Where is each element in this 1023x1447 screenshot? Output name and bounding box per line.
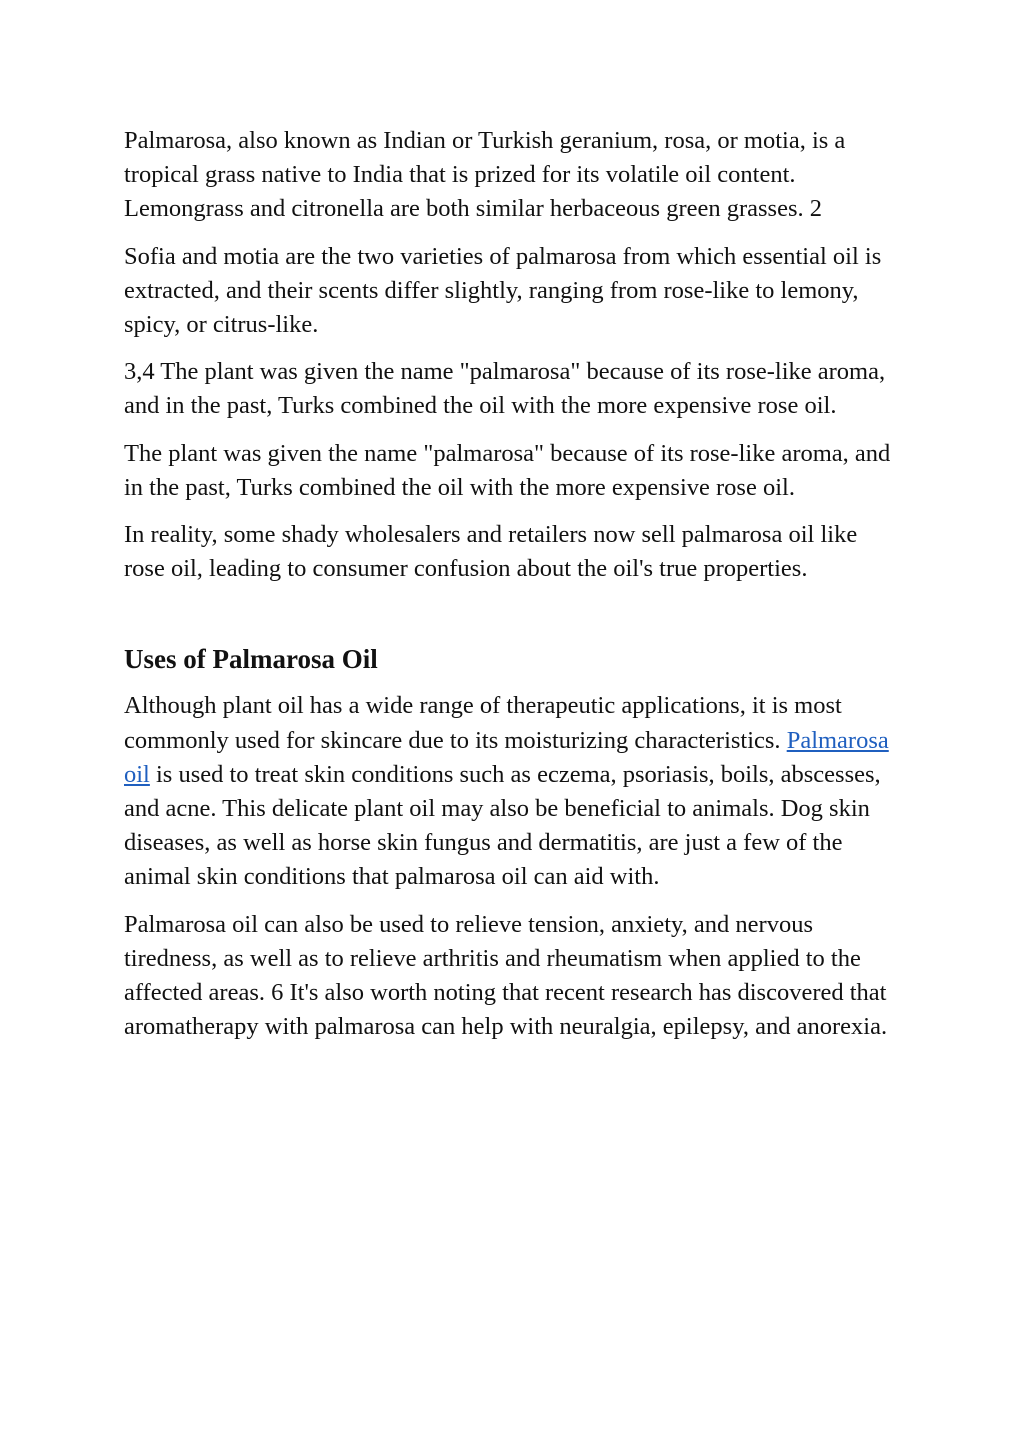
document-page bbox=[124, 124, 904, 1057]
palmarosa-oil-link[interactable]: Palmarosa oil bbox=[124, 726, 889, 788]
intro-paragraph-5: In reality, some shady wholesalers and retailers now sell palmarosa oil like rose oil, leading to consumer confusion about the oil's true properties. bbox=[124, 521, 858, 583]
uses-paragraph-1-start: Although plant oil has a wide range of therapeutic applications, it is most commonly used for skincare due to its moisturizing characteristics. bbox=[124, 692, 842, 754]
uses-paragraph-1-end: is used to treat skin conditions such as eczema, psoriasis, boils, abscesses, and acne. This delicate plant oil may also be beneficial to animals. Dog skin diseases, as well as horse skin fungus and dermatitis, are just a few of the animal skin conditions that palmarosa oil can aid with. bbox=[124, 760, 881, 891]
uses-paragraph-1 bbox=[124, 689, 904, 894]
intro-paragraph-3: 3,4 The plant was given the name "palmarosa" because of its rose-like aroma, and in the past, Turks combined the oil with the more expensive rose oil. bbox=[124, 358, 886, 420]
intro-paragraph-4: The plant was given the name "palmarosa" because of its rose-like aroma, and in the past, Turks combined the oil with the more expensive rose oil. bbox=[124, 439, 891, 501]
intro-paragraph-1: Palmarosa, also known as Indian or Turkish geranium, rosa, or motia, is a tropical grass native to India that is prized for its volatile oil content. Lemongrass and citronella are both similar herbaceous green grasses. 2 bbox=[124, 127, 846, 223]
section-heading-uses: Uses of Palmarosa Oil bbox=[124, 644, 378, 675]
uses-paragraph-2: Palmarosa oil can also be used to relieve tension, anxiety, and nervous tiredness, as well as to relieve arthritis and rheumatism when applied to the affected areas. 6 It's also worth noting that recent research has discovered that aromatherapy with palmarosa can help with neuralgia, epilepsy, and anorexia. bbox=[124, 910, 888, 1041]
intro-paragraph-2: Sofia and motia are the two varieties of palmarosa from which essential oil is extracted, and their scents differ slightly, ranging from rose-like to lemony, spicy, or citrus-like. bbox=[124, 242, 882, 339]
